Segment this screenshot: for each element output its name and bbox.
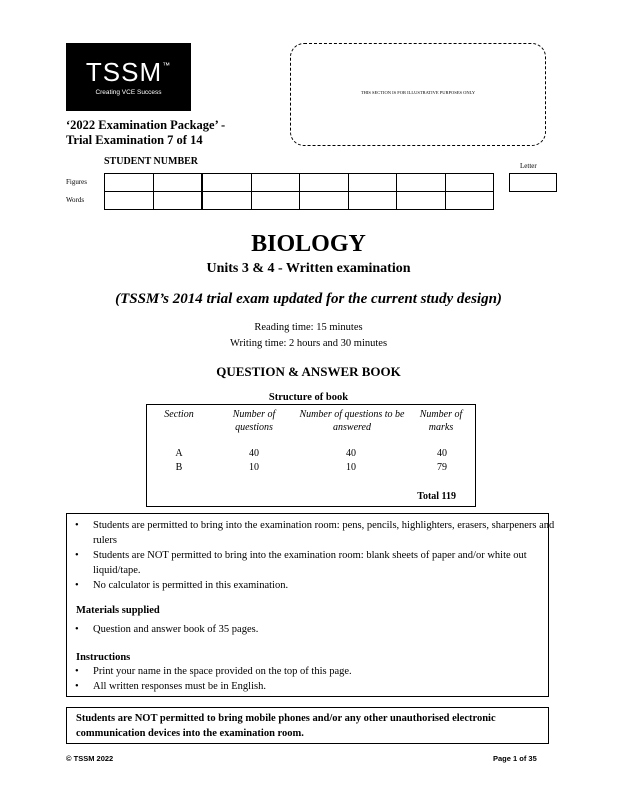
- row-a-questions: 40: [249, 448, 259, 459]
- figure-cell[interactable]: [300, 174, 349, 192]
- writing-time: Writing time: 2 hours and 30 minutes: [229, 338, 388, 349]
- word-cell[interactable]: [300, 192, 349, 210]
- bullet-icon: •: [75, 624, 79, 635]
- word-cell[interactable]: [202, 192, 251, 210]
- header-section: Section: [164, 409, 194, 420]
- row-a-marks: 40: [437, 448, 447, 459]
- figures-row: [105, 174, 494, 192]
- figure-cell[interactable]: [251, 174, 300, 192]
- reading-time: Reading time: 15 minutes: [254, 322, 363, 333]
- figure-cell[interactable]: [397, 174, 446, 192]
- figure-cell[interactable]: [105, 174, 154, 192]
- exam-rules-box: [66, 513, 555, 697]
- figures-row-label: Figures: [66, 178, 87, 186]
- footer-page-number: Page 1 of 35: [493, 754, 537, 763]
- update-note: (TSSM’s 2014 trial exam updated for the current study design): [115, 291, 502, 307]
- row-b-section: B: [175, 462, 183, 473]
- row-b-marks: 79: [437, 462, 447, 473]
- row-a-answered: 40: [346, 448, 356, 459]
- rules-list: [67, 518, 568, 593]
- list-item: • All written responses must be in English.: [75, 681, 266, 692]
- row-b-answered: 10: [346, 462, 356, 473]
- illustrative-note: THIS SECTION IS FOR ILLUSTRATIVE PURPOSES ONLY: [360, 90, 476, 95]
- header-marks: Number of marks: [419, 409, 463, 433]
- word-cell[interactable]: [397, 192, 446, 210]
- illustrative-section-box: [290, 43, 546, 146]
- list-item: • Students are permitted to bring into the examination room: pens, pencils, highlighters, erasers, sharpeners and rulers: [75, 520, 555, 546]
- tssm-logo: [66, 43, 191, 111]
- logo-trademark: ™: [162, 61, 172, 70]
- logo-tagline: Creating VCE Success: [95, 89, 162, 96]
- figure-cell[interactable]: [445, 174, 494, 192]
- materials-list: [67, 622, 258, 637]
- letter-box[interactable]: [509, 173, 557, 192]
- list-item: • Students are NOT permitted to bring into the examination room: blank sheets of paper and/or white out liquid/tape.: [75, 550, 527, 576]
- figure-cell[interactable]: [202, 174, 251, 192]
- marks-total: Total 119: [417, 491, 456, 502]
- package-line-1: ‘2022 Examination Package’ -: [66, 118, 226, 132]
- header-number-of-questions: Number of questions: [232, 409, 276, 433]
- words-row: [105, 192, 494, 210]
- instructions-list: [67, 664, 352, 694]
- phones-notice: Students are NOT permitted to bring mobile phones and/or any other unauthorised electronic communication devices into the examination room.: [66, 707, 549, 744]
- page-subtitle: Units 3 & 4 - Written examination: [206, 261, 411, 276]
- header-questions-to-answer: Number of questions to be answered: [299, 409, 405, 433]
- structure-title: Structure of book: [268, 392, 349, 403]
- word-cell[interactable]: [251, 192, 300, 210]
- list-item: • No calculator is permitted in this examination.: [75, 580, 289, 591]
- row-b-questions: 10: [249, 462, 259, 473]
- letter-label: Letter: [520, 162, 537, 170]
- structure-table: [146, 404, 476, 507]
- book-title: QUESTION & ANSWER BOOK: [216, 364, 401, 379]
- figure-cell[interactable]: [153, 174, 202, 192]
- instructions-heading: Instructions: [76, 652, 131, 663]
- student-number-label: STUDENT NUMBER: [104, 156, 198, 167]
- student-number-grid: [104, 173, 494, 210]
- words-row-label: Words: [66, 196, 85, 204]
- bullet-icon: •: [75, 681, 79, 692]
- word-cell[interactable]: [105, 192, 154, 210]
- footer-copyright: © TSSM 2022: [66, 754, 114, 763]
- list-item: • Question and answer book of 35 pages.: [75, 624, 259, 635]
- word-cell[interactable]: [153, 192, 202, 210]
- package-line-2: Trial Examination 7 of 14: [66, 133, 203, 147]
- list-item: • Print your name in the space provided on the top of this page.: [75, 666, 352, 677]
- bullet-icon: •: [75, 520, 79, 531]
- bullet-icon: •: [75, 580, 79, 591]
- word-cell[interactable]: [348, 192, 397, 210]
- word-cell[interactable]: [445, 192, 494, 210]
- bullet-icon: •: [75, 550, 79, 561]
- figure-cell[interactable]: [348, 174, 397, 192]
- bullet-icon: •: [75, 666, 79, 677]
- package-label: [66, 118, 225, 148]
- page-title: BIOLOGY: [251, 231, 366, 257]
- logo-brand: TSSM: [85, 57, 163, 87]
- row-a-section: A: [175, 448, 183, 459]
- materials-heading: Materials supplied: [76, 605, 160, 616]
